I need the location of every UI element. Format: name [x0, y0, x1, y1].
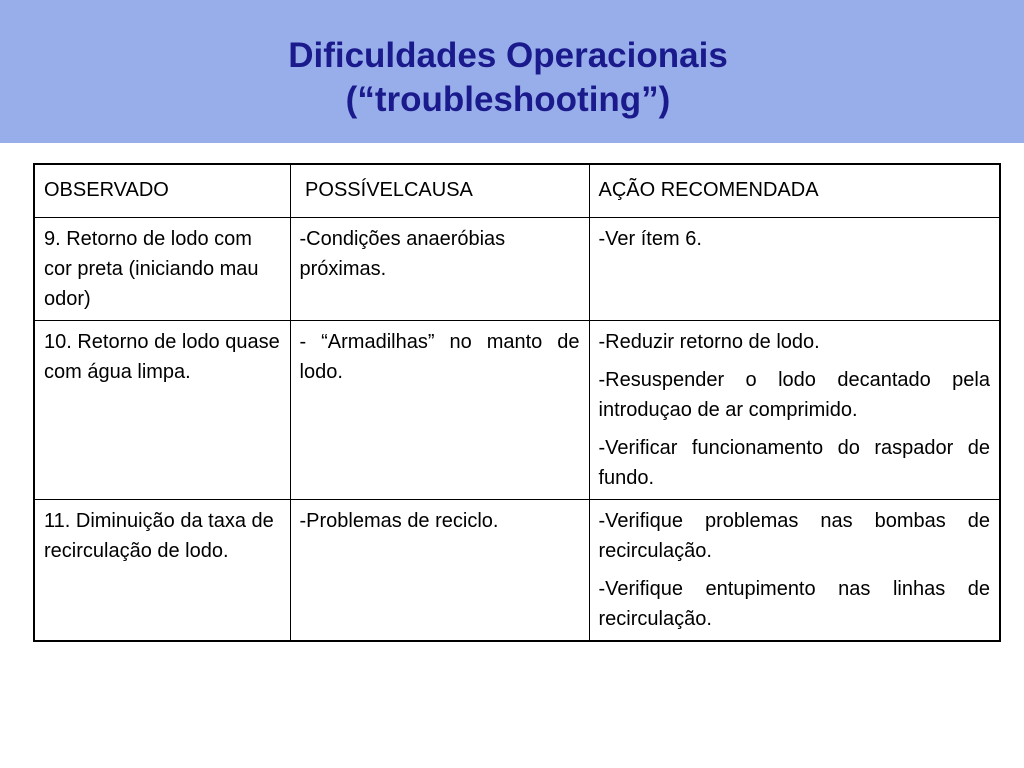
acao-item: -Verifique problemas nas bombas de recirculação.	[598, 509, 990, 562]
cell-observado: 9. Retorno de lodo com cor preta (iniciando mau odor)	[34, 217, 290, 320]
cell-acao	[589, 320, 1000, 499]
cell-acao	[589, 499, 1000, 641]
title-line-1: Dificuldades Operacionais	[288, 36, 728, 75]
table-row	[34, 320, 1000, 499]
table-row	[34, 499, 1000, 641]
header-acao-recomendada: AÇÃO RECOMENDADA	[589, 164, 1000, 217]
cell-causa: - “Armadilhas” no manto de lodo.	[290, 320, 589, 499]
cell-acao	[589, 217, 1000, 320]
header-observado: OBSERVADO	[34, 164, 290, 217]
table-header-row	[34, 164, 1000, 217]
acao-item: -Verifique entupimento nas linhas de recirculação.	[598, 577, 990, 630]
acao-item: -Reduzir retorno de lodo.	[598, 330, 820, 353]
table-row	[34, 217, 1000, 320]
cell-causa: -Condições anaeróbias próximas.	[290, 217, 589, 320]
cell-observado: 11. Diminuição da taxa de recirculação de lodo.	[34, 499, 290, 641]
acao-item: -Resuspender o lodo decantado pela introduçao de ar comprimido.	[598, 368, 990, 421]
cell-observado: 10. Retorno de lodo quase com água limpa.	[34, 320, 290, 499]
header-possivel-causa: POSSÍVELCAUSA	[290, 164, 589, 217]
slide-title	[0, 34, 1016, 122]
cell-causa: -Problemas de reciclo.	[290, 499, 589, 641]
troubleshooting-table	[33, 163, 1001, 642]
acao-item: -Ver ítem 6.	[598, 227, 702, 250]
acao-item: -Verificar funcionamento do raspador de fundo.	[598, 436, 990, 489]
title-line-2: (“troubleshooting”)	[345, 80, 671, 119]
